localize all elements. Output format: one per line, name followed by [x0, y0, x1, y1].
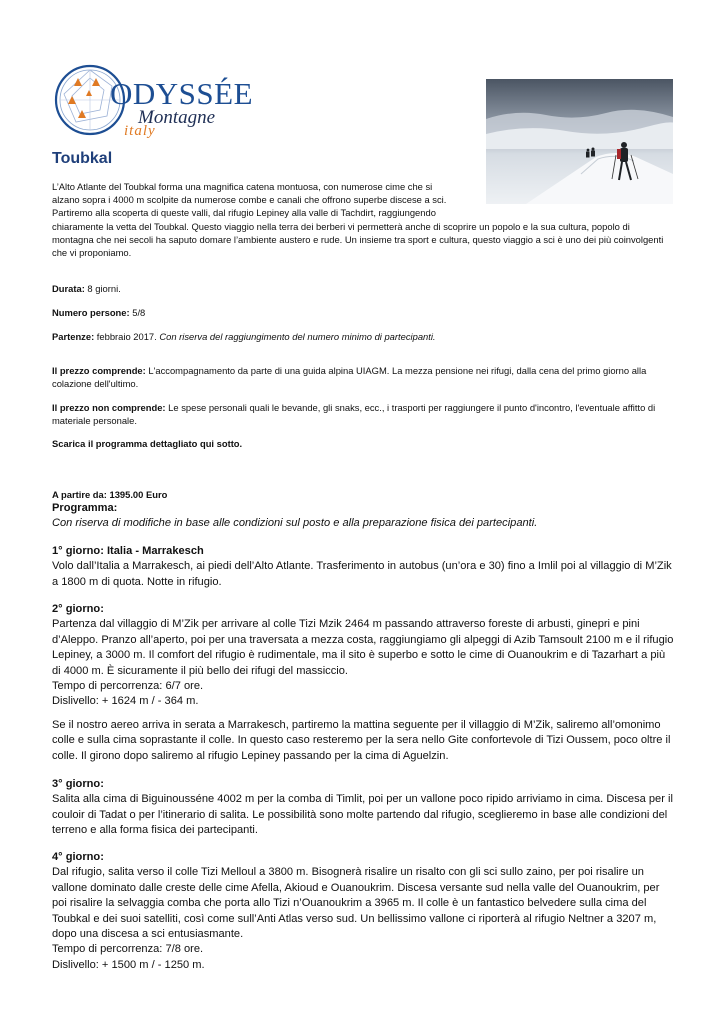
day-3-text: Salita alla cima di Biguinousséne 4002 m per la comba di Timlit, poi per un vallone poco ripido arriviamo in cima. Discesa per il couloir di Tadat o per l’itinerario di salita. Le possibilità sono molte partendo dal rifugio, sceglieremo in base alle condizioni del terreno e alla forma fisica dei partecipanti.	[52, 793, 673, 837]
scarica-text: Scarica il programma dettagliato qui sotto.	[52, 438, 243, 449]
partenze-value: febbraio 2017.	[94, 331, 160, 342]
non-comprende-label: Il prezzo non comprende:	[52, 402, 166, 413]
day-2-extra	[52, 718, 674, 764]
day-2-text: Partenza dal villaggio di M’Zik per arrivare al colle Tizi Mzik 2464 m passando attraverso foreste di arbusti, ginepri e pini d’Aleppo. Pranzo all’aperto, poi per una traversata a mezza costa, raggiungiamo gli alpeggi di Azib Tamsoult 2100 m e il rifugio Lepiney, a 3000 m. Il comfort del rifugio è rudimentale, ma il sito è superbo e sotto le cime di Ouanoukrim e di Tazarhart a più di 4000 m. È sicuramente il più bello dei rifugi del massiccio.	[52, 618, 674, 677]
durata-row	[52, 282, 674, 295]
persone-value: 5/8	[129, 307, 146, 318]
day-3	[52, 777, 674, 839]
day-2-tempo: Tempo di percorrenza: 6/7 ore.	[52, 680, 204, 693]
day-3-title: 3° giorno:	[52, 778, 104, 790]
day-2-dislivello: Dislivello: + 1624 m / - 364 m.	[52, 695, 199, 708]
intro-rest: chiaramente la vetta del Toubkal. Questo viaggio nella terra dei berberi vi permetterà anche di scoprire un popolo e la sua cultura, popolo di montagna che nei secoli ha saputo domare l’ambiente austero e rude. Un insieme tra sport e cultura, questo viaggio a sci è uno dei più coinvolgenti che vi proponiamo.	[52, 220, 664, 259]
price-text: A partire da: 1395.00 Euro	[52, 489, 168, 500]
comprende-value: L'accompagnamento da parte di una guida alpina UIAGM. La mezza pensione nei rifugi, dalla cena del primo giorno alla colazione dell'ultimo.	[52, 365, 647, 390]
page-title: Toubkal	[52, 150, 113, 167]
day-4-text: Dal rifugio, salita verso il colle Tizi Melloul a 3800 m. Bisognerà risalire un risalto con gli sci sullo zaino, per poi risalire un vallone dominato dalle creste delle cime Afella, Akioud e Ouanoukrim. Discesa versante sud nella valle del Ouanoukrim, per poi risalire la selvaggia comba che porta allo Tizi n’Ouanoukrim a 3965 m. Il colle è un fantastico belvedere sulla cima del Toubkal e dei suoi satelliti, così come sull’Anti Atlas verso sud. Un bellissimo vallone ci riporterà al rifugio Neltner a 3207 m, dopo una discesa a sci entusiasmante.	[52, 866, 660, 941]
programma-heading: Programma:	[52, 502, 118, 514]
logo-wordmark: ODYSSÉE	[110, 76, 254, 111]
day-1	[52, 544, 674, 590]
persone-label: Numero persone:	[52, 307, 130, 318]
partenze-label: Partenze:	[52, 331, 95, 342]
programma-section	[52, 501, 674, 532]
odyssee-logo	[52, 56, 254, 146]
durata-value: 8 giorni.	[84, 283, 121, 294]
partenze-note: Con riserva del raggiungimento del numero minimo di partecipanti.	[159, 331, 436, 342]
day-1-title: 1° giorno: Italia - Marrakesch	[52, 545, 204, 557]
day-2-title: 2° giorno:	[52, 603, 104, 615]
price-row	[52, 488, 674, 501]
day-2-extra-text: Se il nostro aereo arriva in serata a Marrakesch, partiremo la mattina seguente per il villaggio di M’Zik, saliremo all’omonimo colle e sulla cima soprastante il colle. In questo caso resteremo per la sera nello Gite confortevole di Tizi Oussem, poco oltre il colle. Il girono dopo saliremo al rifugio Lepiney passando per la cima di Aguelzin.	[52, 719, 671, 762]
intro-line: alzano sopra i 4000 m scolpite da numerose combe e canali che offrono superbe discese a sci.	[52, 194, 447, 206]
logo-subtitle: Montagne	[138, 107, 216, 128]
day-4-title: 4° giorno:	[52, 851, 104, 863]
scarica-note	[52, 437, 674, 450]
day-1-text: Volo dall’Italia a Marrakesch, ai piedi dell’Alto Atlante. Trasferimento in autobus (un’ora e 30) fino a Imlil poi al villaggio di M’Zik a 1800 m di quota. Notte in rifugio.	[52, 560, 672, 588]
persone-row	[52, 306, 674, 319]
programma-note: Con riserva di modifiche in base alle condizioni sul posto e alla preparazione fisica dei partecipanti.	[52, 517, 538, 530]
day-4	[52, 850, 674, 973]
durata-label: Durata:	[52, 283, 85, 294]
intro-line: Partiremo alla scoperta di queste valli, dal rifugio Lepiney alla valle di Tachdirt, raggiungendo	[52, 207, 436, 219]
day-4-dislivello: Dislivello: + 1500 m / - 1250 m.	[52, 958, 205, 971]
intro-line: L’Alto Atlante del Toubkal forma una magnifica catena montuosa, con numerose cime che si	[52, 181, 433, 192]
intro-paragraph	[52, 180, 674, 259]
day-2	[52, 602, 674, 710]
non-comprende-value: Le spese personali quali le bevande, gli snaks, ecc., i trasporti per raggiungere il punto d'incontro, l'eventuale affitto di materiale personale.	[52, 402, 656, 427]
day-4-tempo: Tempo di percorrenza: 7/8 ore.	[52, 943, 204, 956]
non-comprende-row	[52, 401, 674, 427]
comprende-row	[52, 364, 674, 390]
logo-country: italy	[124, 123, 156, 139]
partenze-row	[52, 330, 674, 343]
comprende-label: Il prezzo comprende:	[52, 365, 146, 376]
